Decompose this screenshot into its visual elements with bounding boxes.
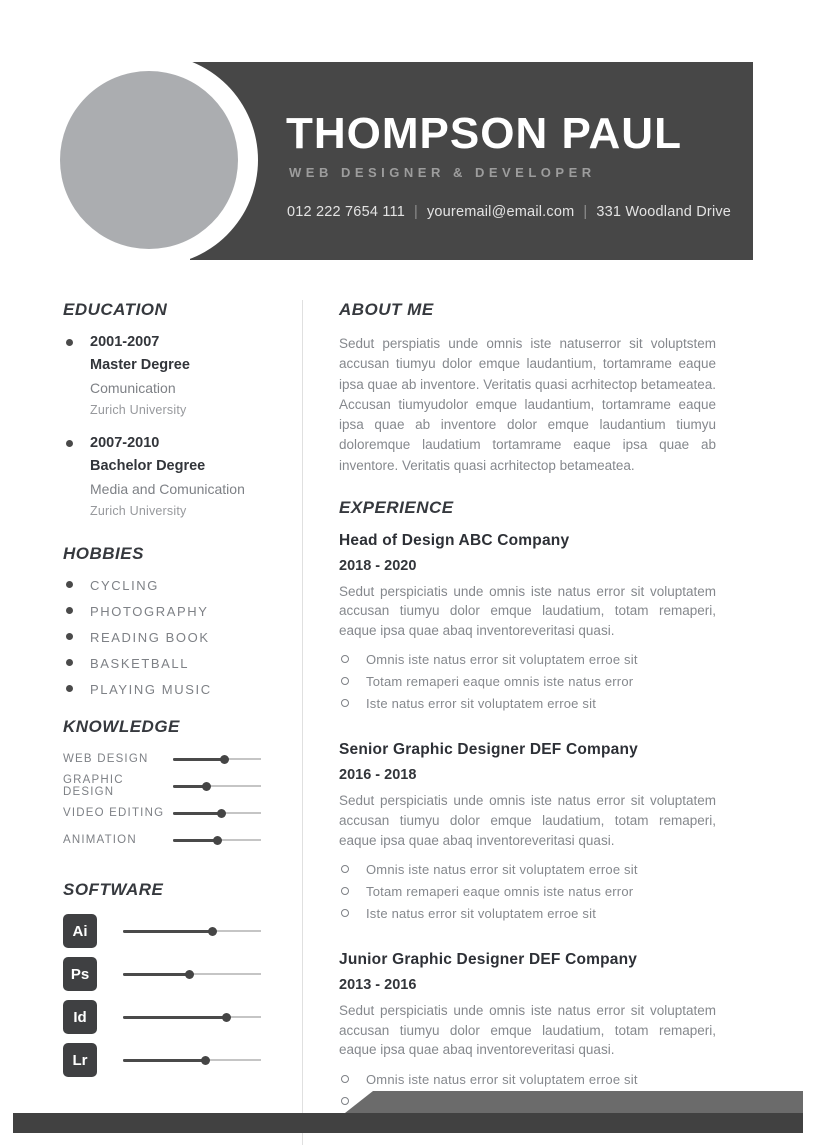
education-item [63,334,282,417]
slider-handle-icon[interactable] [220,755,229,764]
email-address[interactable]: youremail@email.com [426,204,575,220]
circle-bullet-icon [341,655,349,663]
job-title: Senior Graphic Designer DEF Company [339,741,638,759]
photoshop-badge-icon: Ps [63,957,97,991]
hobby-label: READING BOOK [90,630,210,645]
education-item [63,435,282,518]
contact-separator: | [413,204,418,220]
slider-handle-icon[interactable] [202,782,211,791]
job-summary: Sedut perspiciatis unde omnis iste natus error sit voluptatem accusan tiumyu dolor emque laudatium, totam remaperi, eaque ipsa quae abaq inventoreveritasi quasi. [339,793,716,848]
contact-line [287,204,731,220]
education-school: Zurich University [90,504,187,518]
slider-fill [173,812,221,815]
lightroom-badge-icon: Lr [63,1043,97,1077]
job-bullet-text: Omnis iste natus error sit voluptatem erroe sit [366,1071,638,1087]
person-job-title: WEB DESIGNER & DEVELOPER [289,165,596,180]
slider-fill [123,930,213,933]
job-summary: Sedut perspiciatis unde omnis iste natus error sit voluptatem accusan tiumyu dolor emque laudatium, totam remaperi, eaque ipsa quae abaq inventoreveritasi quasi. [339,583,716,638]
job-period: 2018 - 2020 [339,557,417,574]
education-item-body [90,435,245,518]
slider-handle-icon[interactable] [185,970,194,979]
experience-heading: EXPERIENCE [339,497,454,517]
skill-label: WEB DESIGN [63,753,149,765]
job-bullet [339,862,716,877]
education-item-body [90,334,190,417]
header-band [190,62,753,260]
skill-slider[interactable] [173,809,261,818]
slider-fill [173,839,217,842]
skill-label: GRAPHIC DESIGN [63,774,124,798]
circle-bullet-icon [341,699,349,707]
content-columns [63,300,753,1145]
job-title: Head of Design ABC Company [339,531,570,549]
skill-row [63,774,282,798]
job-bullet [339,1072,716,1087]
job-title: Junior Graphic Designer DEF Company [339,951,638,969]
slider-handle-icon[interactable] [201,1056,210,1065]
hobby-item [63,604,282,619]
bullet-dot-icon [66,685,73,692]
right-column [303,300,716,1145]
education-degree: Bachelor Degree [90,458,206,474]
bullet-dot-icon [66,633,73,640]
skill-slider[interactable] [173,836,261,845]
experience-section [339,498,716,1131]
skill-label: ANIMATION [63,834,137,846]
job-bullet-text: Totam remaperi eaque omnis iste natus error [366,884,634,900]
knowledge-section [63,717,282,848]
profile-photo-placeholder [60,71,238,249]
hobby-item [63,682,282,697]
slider-handle-icon[interactable] [208,927,217,936]
street-address: 331 Woodland Drive [596,204,732,220]
software-row [63,1043,282,1077]
illustrator-badge-icon: Ai [63,914,97,948]
knowledge-heading: KNOWLEDGE [63,717,180,736]
job-bullet [339,884,716,899]
job-bullet-text: Iste natus error sit voluptatem erroe sit [366,696,597,712]
skill-row [63,751,282,767]
circle-bullet-icon [341,865,349,873]
hobbies-section [63,544,282,697]
hobby-label: CYCLING [90,578,159,593]
slider-handle-icon[interactable] [213,836,222,845]
software-slider[interactable] [123,970,261,979]
slider-handle-icon[interactable] [222,1013,231,1022]
contact-separator: | [583,204,588,220]
software-slider[interactable] [123,927,261,936]
circle-bullet-icon [341,909,349,917]
software-section [63,880,282,1077]
skill-row [63,832,282,848]
circle-bullet-icon [341,1097,349,1105]
left-column [63,300,303,1145]
hobby-label: PLAYING MUSIC [90,682,212,697]
skill-label: VIDEO EDITING [63,807,165,819]
bullet-dot-icon [66,607,73,614]
hobbies-heading: HOBBIES [63,544,144,563]
education-field: Comunication [90,380,176,396]
education-heading: EDUCATION [63,300,168,319]
hobby-item [63,630,282,645]
software-slider[interactable] [123,1013,261,1022]
hobby-label: BASKETBALL [90,656,190,671]
hobby-label: PHOTOGRAPHY [90,604,209,619]
circle-bullet-icon [341,677,349,685]
circle-bullet-icon [341,1075,349,1083]
job-bullet-text: Iste natus error sit voluptatem erroe sit [366,906,597,922]
job-bullet [339,652,716,667]
hobby-item [63,578,282,593]
indesign-badge-icon: Id [63,1000,97,1034]
person-name: THOMPSON PAUL [286,109,682,158]
job-bullet [339,674,716,689]
education-field: Media and Comunication [90,481,245,497]
slider-fill [123,973,189,976]
job-summary: Sedut perspiciatis unde omnis iste natus error sit voluptatem accusan tiumyu dolor emque laudatium, totam remaperi, eaque ipsa quae abaq inventoreveritasi quasi. [339,1003,716,1058]
software-row [63,914,282,948]
education-years: 2007-2010 [90,435,160,451]
bullet-dot-icon [66,659,73,666]
bullet-dot-icon [66,339,73,346]
education-school: Zurich University [90,403,187,417]
software-heading: SOFTWARE [63,880,164,899]
job-entry [339,532,716,712]
software-row [63,1000,282,1034]
skill-slider[interactable] [173,755,261,764]
about-text: Sedut perspiatis unde omnis iste natuserror sit voluptstem accusan tiumyu dolor emque laudantium, tortamrame eaque ipsa quae ab inventore. Veritatis quasi acrhitectop betameatea. Accusan tiumyudolor emque laudantium, tortamrame eaque ipsa quae ab inventore dolor emque laudantium tiumyu doloremque laudatium tortamrame eaque ipsa quae ab inventore. Veritatis quasi acrhitectop betameatea. [339,336,716,473]
hobby-item [63,656,282,671]
slider-fill [173,758,224,761]
job-bullet-text: Omnis iste natus error sit voluptatem erroe sit [366,862,638,878]
job-bullet [339,696,716,711]
slider-fill [123,1016,227,1019]
slider-fill [123,1059,206,1062]
job-period: 2016 - 2018 [339,767,417,784]
slider-handle-icon[interactable] [217,809,226,818]
phone-number: 012 222 7654 111 [287,204,405,220]
job-period: 2013 - 2016 [339,977,417,994]
job-bullet [339,906,716,921]
skill-row [63,805,282,821]
about-heading: ABOUT ME [339,300,434,319]
education-years: 2001-2007 [90,334,160,350]
job-bullet-text: Omnis iste natus error sit voluptatem erroe sit [366,652,638,668]
software-slider[interactable] [123,1056,261,1065]
job-bullet-text: Totam remaperi eaque omnis iste natus error [366,674,634,690]
bullet-dot-icon [66,440,73,447]
skill-slider[interactable] [173,782,261,791]
job-entry [339,741,716,921]
footer-accent-bar [345,1091,803,1113]
education-degree: Master Degree [90,357,190,373]
bullet-dot-icon [66,581,73,588]
software-row [63,957,282,991]
circle-bullet-icon [341,887,349,895]
footer-bar [13,1113,803,1133]
